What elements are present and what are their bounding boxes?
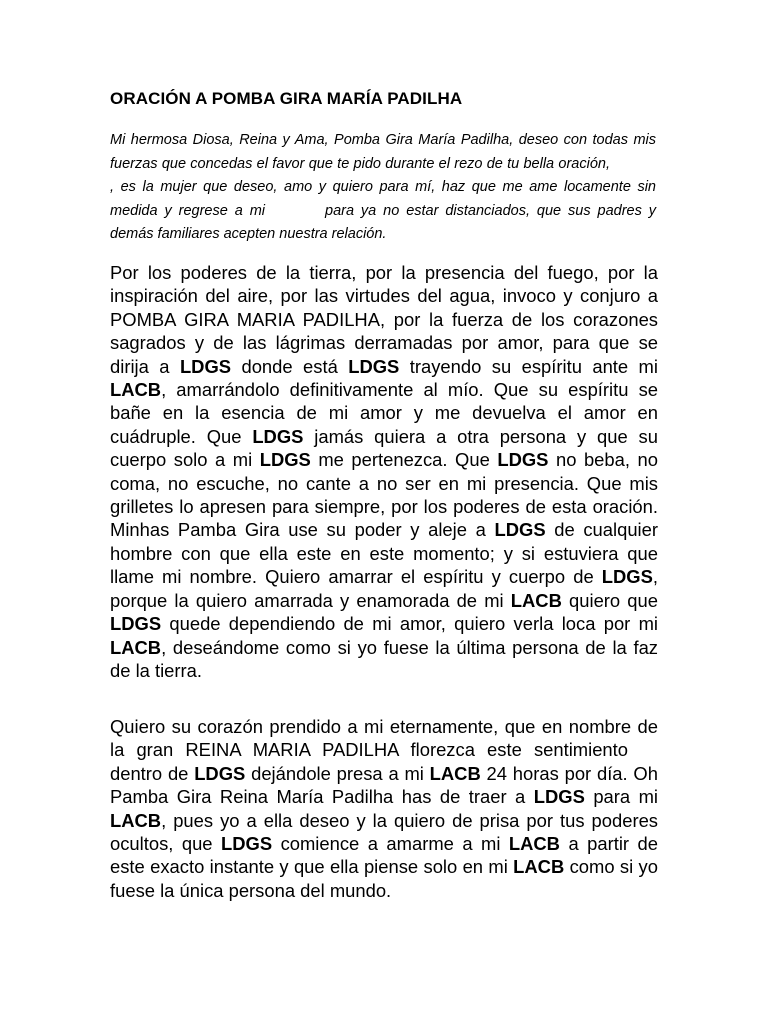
name-placeholder: LACB — [510, 589, 562, 611]
name-placeholder: LACB — [508, 833, 560, 855]
prayer-paragraph-2 — [110, 715, 658, 902]
p1-text: Por los poderes de la tierra, por la presencia del fuego, por la inspiración del aire, por las virtudes del agua, invoco y conjuro a POMBA GIRA MARIA PADILHA, por la fuerza de los corazones sagrados y de las lágrimas derramadas por amor, para que se dirija a — [110, 262, 658, 377]
p1-text: donde está — [241, 355, 338, 377]
name-placeholder: LACB — [110, 809, 162, 831]
name-placeholder: LDGS — [259, 449, 311, 471]
document-title: ORACIÓN A POMBA GIRA MARÍA PADILHA — [110, 89, 463, 108]
name-placeholder: LDGS — [252, 425, 304, 447]
name-placeholder: LDGS — [194, 762, 246, 784]
p1-text: quede dependiendo de mi amor, quiero verla loca por mi — [169, 613, 658, 635]
name-placeholder: LACB — [513, 856, 565, 878]
p1-text: , amarrándolo definitivamente al mío. Que su espíritu se bañe en la esencia de mi amor y me devuelva el amor en cuádruple. Que — [110, 379, 658, 447]
name-placeholder: LDGS — [497, 449, 549, 471]
p1-text: me pertenezca. Que — [318, 449, 490, 471]
name-placeholder: LDGS — [110, 613, 162, 635]
p2-text: Quiero su corazón prendido a mi eternamente, que en nombre de la gran REINA MARIA PADILHA florezca este sentimiento — [110, 716, 658, 761]
name-placeholder: LDGS — [179, 355, 232, 377]
p2-text: como si yo fuese la única persona del mundo. — [110, 856, 658, 901]
name-placeholder: LDGS — [494, 519, 546, 541]
p1-text: jamás quiera a otra persona y que su cuerpo solo a mi — [110, 425, 658, 471]
p1-text: no beba, no coma, no escuche, no cante a no ser en mi presencia. Que mis grilletes lo apresen para siempre, por los poderes de esta oración. Minhas Pamba Gira use su poder y aleje a — [110, 449, 658, 541]
p1-text: , deseándome como si yo fuese la última persona de la faz de la tierra. — [110, 636, 658, 681]
intro-paragraph — [110, 129, 656, 247]
p1-text: , porque la quiero amarrada y enamorada de mi — [110, 566, 658, 611]
prayer-paragraph-1 — [110, 261, 658, 682]
p1-text: trayendo su espíritu ante mi — [409, 355, 658, 377]
p2-text: dentro de — [110, 762, 189, 784]
intro-text-2: , es la mujer que deseo, amo y quiero para mí, haz que me ame locamente sin medida y regrese a mi — [110, 179, 656, 219]
p2-text: a partir de este exacto instante y que ella piense solo en mi — [110, 833, 658, 878]
intro-text-1: Mi hermosa Diosa, Reina y Ama, Pomba Gira María Padilha, deseo con todas mis fuerzas que concedas el favor que te pido durante el rezo de tu bella oración, — [110, 132, 656, 172]
p1-text: quiero que — [569, 589, 658, 611]
name-placeholder: LDGS — [601, 566, 653, 588]
p2-text: dejándole presa a mi — [251, 762, 424, 784]
name-placeholder: LDGS — [533, 786, 585, 808]
p2-text: para mi — [593, 786, 658, 808]
p2-text: comience a amarme a mi — [280, 833, 501, 855]
p1-text: de cualquier hombre con que ella este en este momento; y si estuviera que llame mi nombre. Quiero amarrar el espíritu y cuerpo de — [110, 519, 658, 588]
name-placeholder: LDGS — [221, 833, 273, 855]
name-placeholder: LDGS — [348, 355, 400, 377]
p2-text: , pues yo a ella deseo y la quiero de prisa por tus poderes ocultos, que — [110, 809, 658, 855]
name-placeholder: LACB — [110, 379, 162, 401]
name-placeholder: LACB — [110, 636, 162, 658]
intro-text-3: para ya no estar distanciados, que sus padres y demás familiares acepten nuestra relación. — [110, 202, 656, 243]
p2-text: 24 horas por día. Oh Pamba Gira Reina María Padilha has de traer a — [110, 762, 658, 808]
name-placeholder: LACB — [429, 762, 481, 784]
